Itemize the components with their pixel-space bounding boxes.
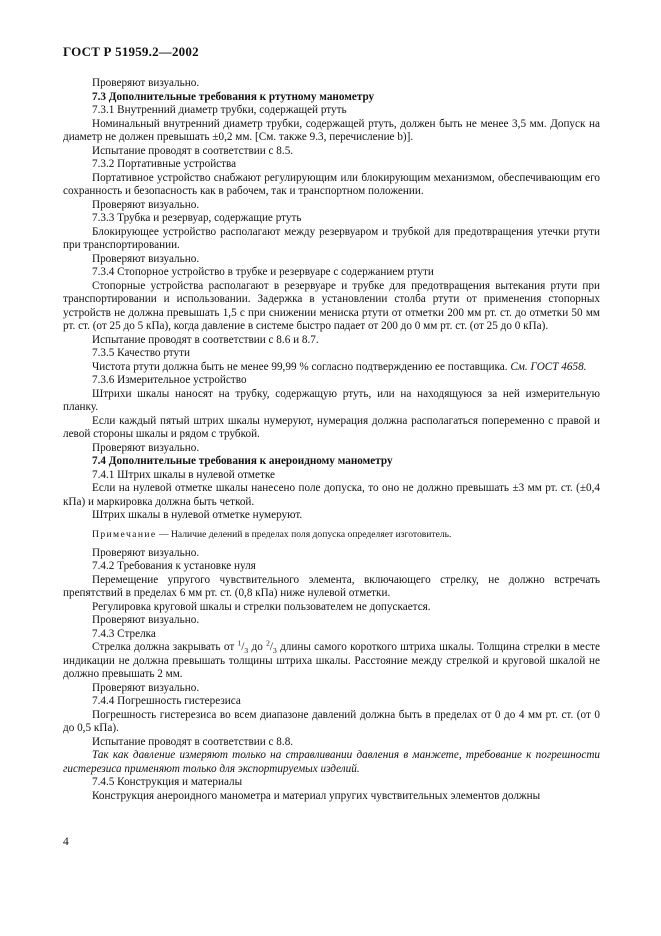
note-label: Примечание [92, 528, 157, 540]
subsection-heading: 7.3.3 Трубка и резервуар, содержащие ртуть [92, 212, 302, 224]
paragraph: Штрихи шкалы наносят на трубку, содержащую ртуть, или на находящуюся за ней измерительную планку. [63, 387, 600, 413]
paragraph: Стрелка должна закрывать от $^1/_3$ до $^2/_3$ длины самого короткого штриха шкалы. Толщина стрелки в месте индикации не должна превышать толщины штриха шкалы. Расстояние между стрелкой и круговой шкалой не должно превышать 2 мм. [63, 638, 600, 680]
section-heading-7-4: 7.4 Дополнительные требования к анероидному манометру [92, 455, 393, 467]
subsection-heading: 7.3.6 Измерительное устройство [92, 374, 247, 386]
subsection-heading: 7.4.4 Погрешность гистерезиса [92, 695, 241, 707]
note-text: — Наличие делений в пределах поля допуска определяет изготовитель. [156, 528, 452, 540]
paragraph-text: Стрелка должна закрывать от [92, 641, 238, 653]
paragraph: Проверяют визуально. [92, 614, 200, 626]
subsection-heading: 7.3.1 Внутренний диаметр трубки, содержащей ртуть [92, 104, 347, 116]
paragraph: Штрих шкалы в нулевой отметке нумеруют. [92, 509, 303, 521]
paragraph: Проверяют визуально. [92, 441, 200, 454]
paragraph: Проверяют визуально. [92, 198, 200, 211]
paragraph: Испытание проводят в соответствии с 8.5. [92, 144, 294, 157]
subsection-heading: 7.3.5 Качество ртути [92, 347, 190, 359]
paragraph: Стопорные устройства располагают в резервуаре и трубке для предотвращения вытекания ртути при транспортировании и использовании. Задержка в установлении столба ртути от применения стопорных устройств не должна превышать 1,5 с при снижении мениска ртути от отметки 200 мм рт. ст. до отметки 50 мм рт. ст. (от 25 до 5 кПа), когда давление в системе быстро падает от 200 до 0 мм рт. ст. (от 25 до 0 кПа). [63, 279, 600, 332]
paragraph: Регулировка круговой шкалы и стрелки пользователем не допускается. [92, 600, 431, 613]
paragraph: Номинальный внутренний диаметр трубки, содержащей ртуть, должен быть не менее 3,5 мм. Допуск на диаметр не должен превышать ±0,2 мм. [См. также 9.3, перечисление b)]. [63, 117, 600, 143]
paragraph: Испытание проводят в соответствии с 8.8. [92, 735, 294, 748]
paragraph: Проверяют визуально. [92, 252, 200, 265]
fraction-numerator: 2 [266, 638, 270, 648]
subsection-heading: 7.4.5 Конструкция и материалы [92, 776, 243, 788]
paragraph: Испытание проводят в соответствии с 8.6 и 8.7. [92, 333, 319, 346]
paragraph: Если каждый пятый штрих шкалы нумеруют, нумерация должна располагаться попеременно с правой и левой стороны шкалы и рядом с трубкой. [63, 414, 600, 440]
paragraph: Конструкция анероидного манометра и материал упругих чувствительных элементов должны [92, 789, 541, 802]
paragraph: Перемещение упругого чувствительного элемента, включающего стрелку, не должно встречать препятствий в пределах 6 мм рт. ст. (0,8 кПа) ниже нулевой отметки. [63, 573, 600, 599]
fraction-denominator: 3 [272, 646, 277, 656]
subsection-heading: 7.4.1 Штрих шкалы в нулевой отметке [92, 468, 275, 481]
document-header: ГОСТ Р 51959.2—2002 [63, 44, 199, 59]
paragraph [63, 361, 600, 375]
page-number: 4 [63, 836, 69, 848]
paragraph: Портативное устройство снабжают регулирующим или блокирующим механизмом, обеспечивающим его сохранность и безопасность как в рабочем, так и транспортном положении. [63, 171, 600, 197]
subsection-heading: 7.4.3 Стрелка [92, 627, 156, 640]
paragraph: Проверяют визуально. [92, 77, 200, 89]
section-heading-7-3: 7.3 Дополнительные требования к ртутному манометру [92, 90, 375, 103]
paragraph-text: длины самого короткого штриха шкалы. Толщина стрелки в месте индикации не должна превышать толщины штриха шкалы. Расстояние между стрелкой и круговой шкалой не должно превышать 2 мм. [63, 641, 600, 680]
subsection-heading: 7.4.2 Требования к установке нуля [92, 560, 256, 572]
note [63, 528, 600, 541]
fraction-numerator: 1 [237, 638, 242, 648]
paragraph: Блокирующее устройство располагают между резервуаром и трубкой для предотвращения утечки ртути при транспортировании. [63, 225, 600, 251]
fraction-denominator: 3 [244, 646, 249, 656]
document-body [63, 77, 600, 803]
paragraph-text: Чистота ртути должна быть не менее 99,99 % согласно подтверждению ее поставщика. [92, 360, 508, 373]
subsection-heading: 7.3.4 Стопорное устройство в трубке и резервуаре с содержанием ртути [92, 266, 434, 278]
italic-note-paragraph: Так как давление измеряют только на стравливании давления в манжете, требование к погрешности гистерезиса применяют только для экспортируемых изделий. [63, 749, 600, 775]
paragraph: Проверяют визуально. [92, 681, 200, 694]
paragraph-text: до [248, 641, 267, 653]
paragraph: Погрешность гистерезиса во всем диапазоне давлений должна быть в пределах от 0 до 4 мм рт. ст. (от 0 до 0,5 кПа). [63, 708, 600, 734]
standard-reference: См. ГОСТ 4658. [510, 360, 587, 373]
paragraph: Проверяют визуально. [92, 546, 200, 559]
subsection-heading: 7.3.2 Портативные устройства [92, 158, 237, 170]
paragraph: Если на нулевой отметке шкалы нанесено поле допуска, то оно не должно превышать ±3 мм рт. ст. (±0,4 кПа) и маркировка должна быть четкой. [63, 482, 600, 508]
